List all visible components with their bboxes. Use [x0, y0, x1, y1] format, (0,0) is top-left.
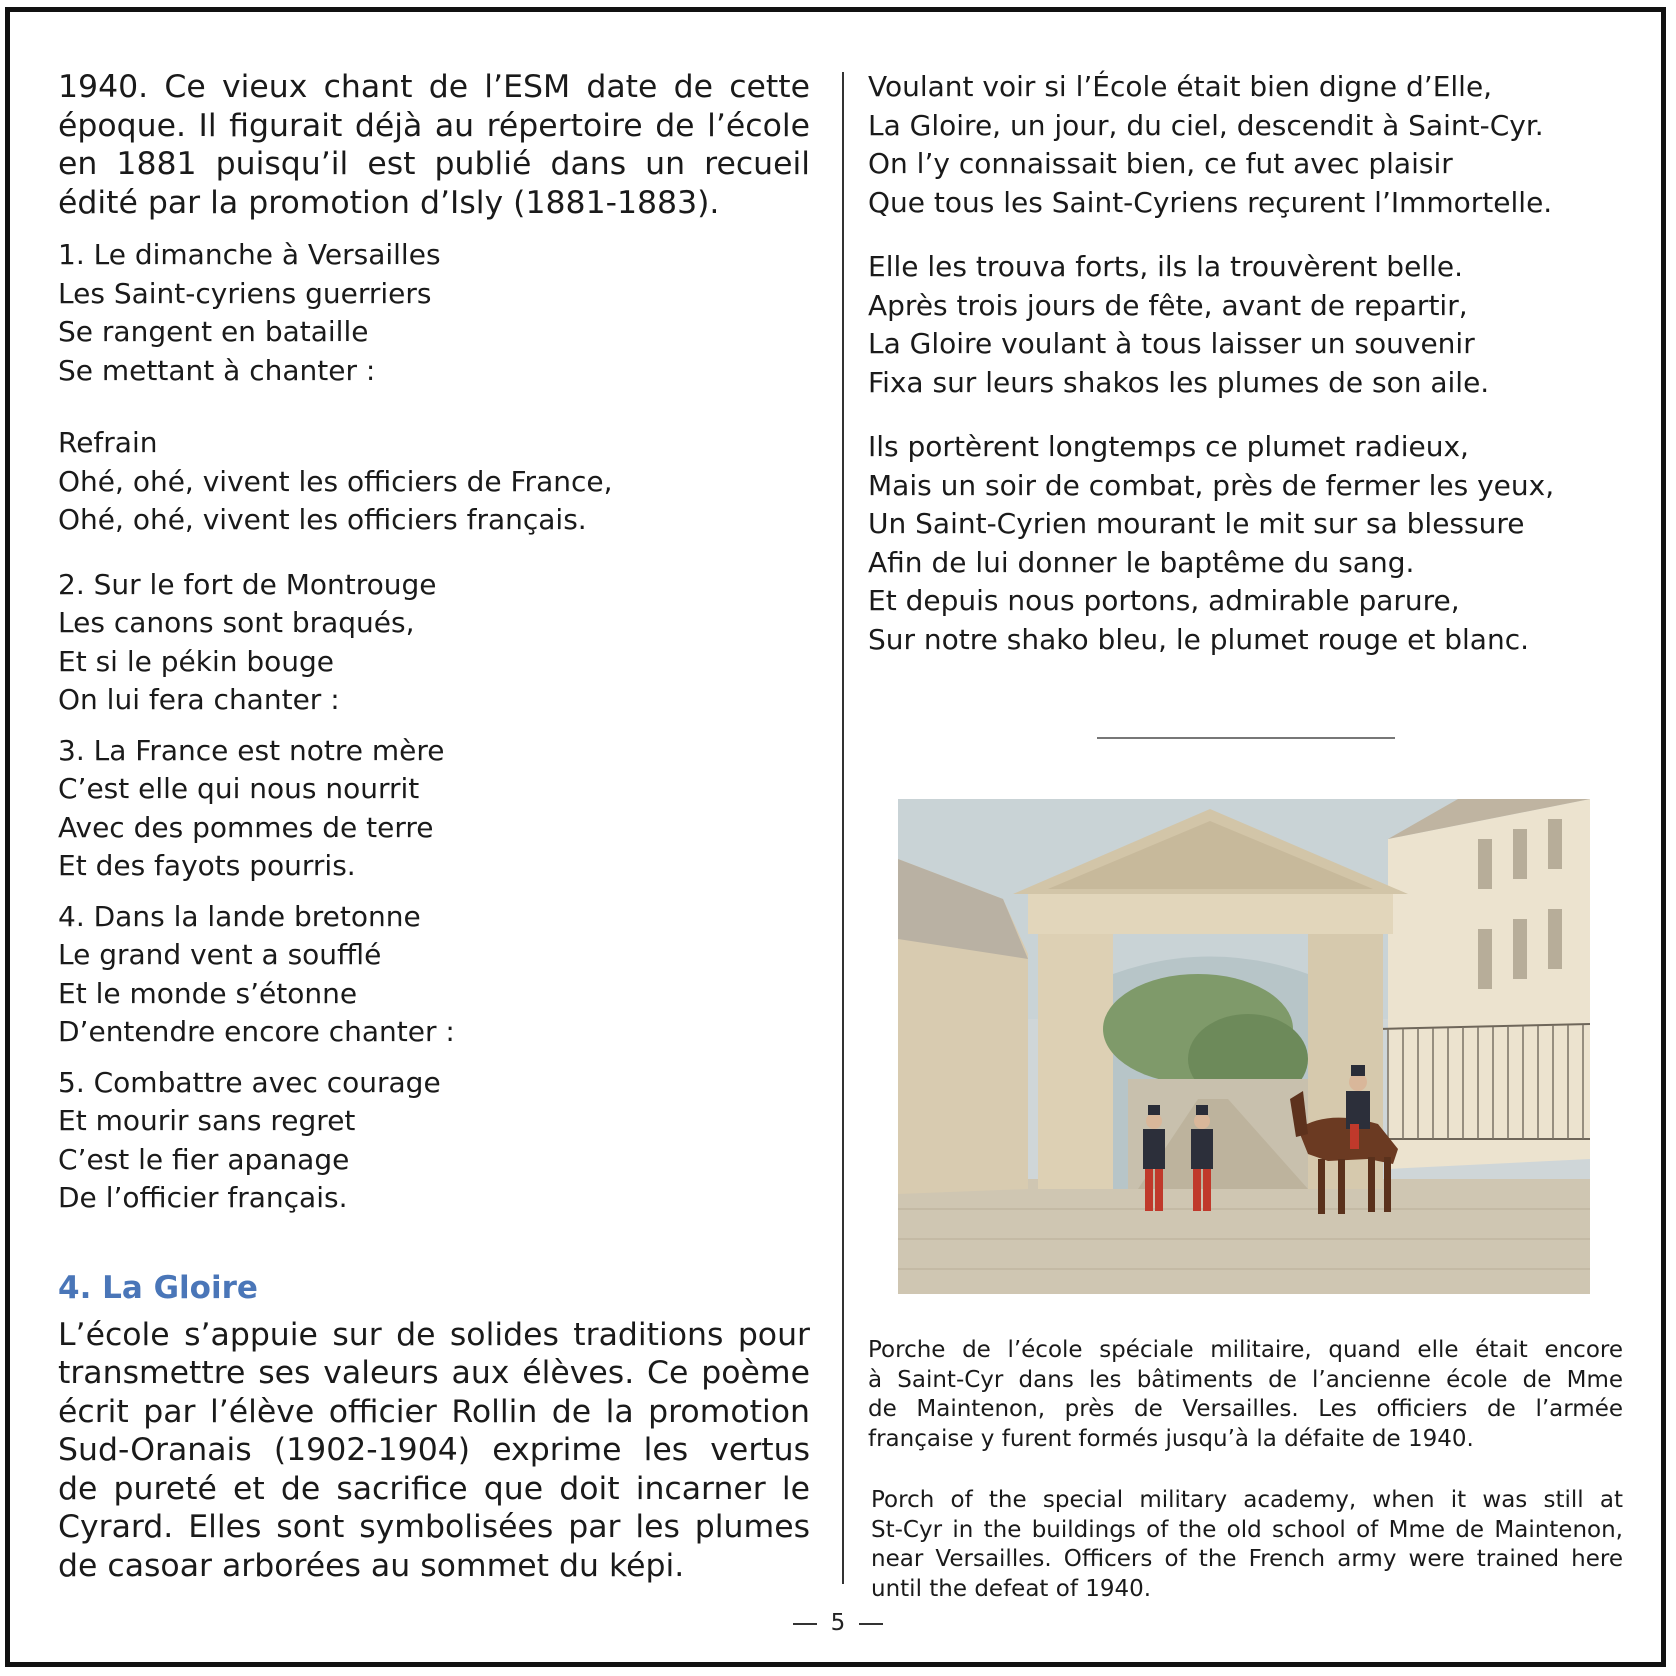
song-verse-2 — [58, 566, 810, 720]
verse-line: Et si le pékin bouge — [58, 644, 335, 678]
intro-paragraph — [58, 68, 810, 222]
verse-line: C’est le fier apanage — [58, 1142, 350, 1176]
caption-line: Porche de l’école spéciale militaire, quand elle était encore — [868, 1337, 1623, 1363]
song-verse-5 — [58, 1064, 810, 1218]
poem-stanza-3 — [868, 428, 1623, 659]
text-line: écrit par l’élève officier Rollin de la promotion — [58, 1393, 810, 1430]
caption-line: à Saint-Cyr dans les bâtiments de l’ancienne école de Mme — [868, 1366, 1623, 1393]
verse-line: Se mettant à chanter : — [58, 353, 376, 387]
verse-line: Et des fayots pourris. — [58, 849, 356, 882]
caption-line: near Versailles. Officers of the French army were trained here — [871, 1546, 1623, 1572]
text-line: en 1881 puisqu’il est publié dans un recueil — [58, 146, 810, 182]
verse-line: C’est elle qui nous nourrit — [58, 772, 420, 805]
verse-line: Les Saint-cyriens guerriers — [58, 276, 432, 310]
verse-line: 1. Le dimanche à Versailles — [58, 238, 441, 271]
left-column — [58, 68, 810, 1585]
verse-line: On lui fera chanter : — [58, 683, 340, 716]
refrain-label: Refrain — [58, 426, 158, 459]
right-column — [868, 68, 1623, 1604]
song-verse-3 — [58, 732, 810, 886]
caption-line: de Maintenon, près de Versailles. Les officiers de l’armée — [868, 1396, 1623, 1422]
verse-line: Afin de lui donner le baptême du sang. — [868, 545, 1415, 579]
verse-line: D’entendre encore chanter : — [58, 1015, 455, 1048]
song-verse-4 — [58, 898, 810, 1052]
text-line: édité par la promotion d’Isly (1881-1883). — [58, 184, 720, 221]
text-line: 1940. Ce vieux chant de l’ESM date de cette — [58, 69, 810, 105]
verse-line: Avec des pommes de terre — [58, 810, 434, 844]
verse-line: Après trois jours de fête, avant de repartir, — [868, 288, 1468, 322]
verse-line: Voulant voir si l’École était bien digne d’Elle, — [868, 70, 1493, 103]
verse-line: Ohé, ohé, vivent les officiers de France, — [58, 464, 613, 498]
section-paragraph — [58, 1316, 810, 1586]
text-line: Cyrard. Elles sont symbolisées par les plumes — [58, 1509, 810, 1545]
text-line: Sud-Oranais (1902-1904) exprime les vertus — [58, 1432, 810, 1468]
page-number-value: 5 — [830, 1610, 846, 1636]
verse-line: La Gloire voulant à tous laisser un souvenir — [868, 327, 1475, 360]
verse-line: Les canons sont braqués, — [58, 606, 415, 639]
verse-line: La Gloire, un jour, du ciel, descendit à Saint-Cyr. — [868, 108, 1544, 142]
text-line: de casoar arborées au sommet du képi. — [58, 1547, 685, 1584]
verse-line: Fixa sur leurs shakos les plumes de son aile. — [868, 365, 1490, 399]
verse-line: Et depuis nous portons, admirable parure, — [868, 584, 1460, 617]
verse-line: Que tous les Saint-Cyriens reçurent l’Immortelle. — [868, 185, 1553, 219]
verse-line: 4. Dans la lande bretonne — [58, 899, 421, 933]
verse-line: 2. Sur le fort de Montrouge — [58, 567, 437, 601]
verse-line: Sur notre shako bleu, le plumet rouge et blanc. — [868, 622, 1529, 656]
verse-line: 5. Combattre avec courage — [58, 1065, 441, 1099]
verse-line: On l’y connaissait bien, ce fut avec plaisir — [868, 147, 1453, 180]
saint-cyr-porch-photo — [898, 799, 1590, 1294]
caption-english — [868, 1486, 1623, 1604]
caption-french — [868, 1336, 1623, 1454]
text-line: époque. Il figurait déjà au répertoire de l’école — [58, 107, 810, 144]
caption-line: française y furent formés jusqu’à la défaite de 1940. — [868, 1425, 1474, 1452]
verse-line: Ohé, ohé, vivent les officiers français. — [58, 503, 587, 536]
column-divider — [842, 72, 844, 1584]
verse-line: Mais un soir de combat, près de fermer les yeux, — [868, 468, 1555, 502]
caption-line: Porch of the special military academy, when it was still at — [871, 1487, 1623, 1513]
section-heading: 4. La Gloire — [58, 1269, 258, 1306]
poem-stanza-1 — [868, 68, 1623, 222]
verse-line: Le grand vent a soufflé — [58, 938, 382, 971]
verse-line: Se rangent en bataille — [58, 315, 369, 348]
text-line: de pureté et de sacrifice que doit incarner le — [58, 1470, 810, 1507]
verse-line: Et mourir sans regret — [58, 1104, 356, 1137]
dash-right — [859, 1623, 883, 1625]
caption-line: until the defeat of 1940. — [871, 1575, 1152, 1602]
text-line: transmettre ses valeurs aux élèves. Ce poème — [58, 1355, 810, 1391]
text-line: L’école s’appuie sur de solides traditions pour — [58, 1316, 810, 1353]
dash-left — [793, 1623, 817, 1625]
verse-line: Ils portèrent longtemps ce plumet radieux, — [868, 430, 1469, 463]
page-number — [0, 1610, 1676, 1636]
verse-line: Un Saint-Cyrien mourant le mit sur sa blessure — [868, 507, 1525, 540]
verse-line: Elle les trouva forts, ils la trouvèrent belle. — [868, 250, 1463, 283]
verse-line: 3. La France est notre mère — [58, 733, 445, 767]
song-refrain — [58, 424, 810, 540]
verse-line: De l’officier français. — [58, 1181, 348, 1214]
verse-line: Et le monde s’étonne — [58, 976, 358, 1010]
poem-stanza-2 — [868, 248, 1623, 402]
caption-line: St-Cyr in the buildings of the old school of Mme de Maintenon, — [871, 1516, 1623, 1543]
song-verse-1 — [58, 236, 810, 390]
